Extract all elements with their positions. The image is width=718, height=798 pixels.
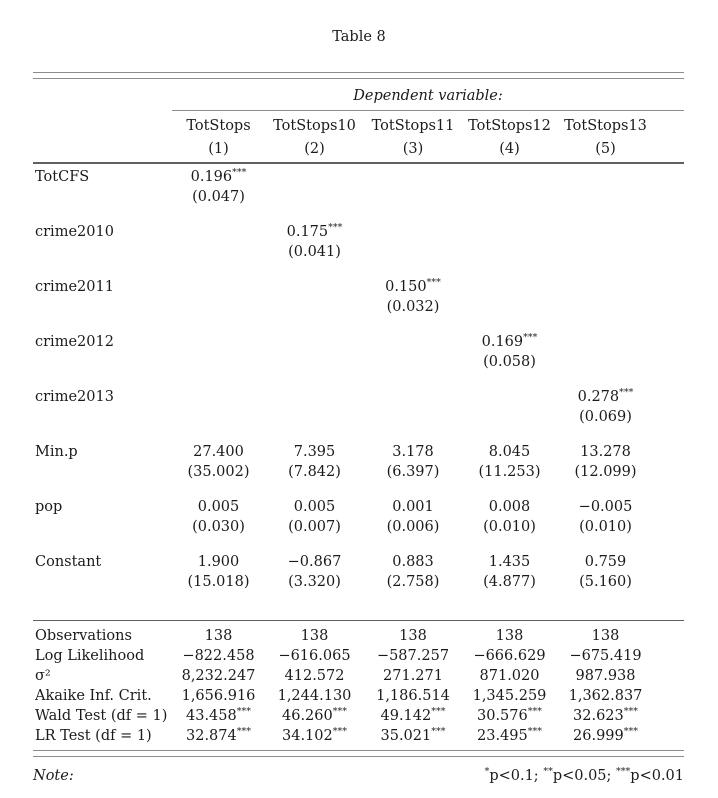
statistic-value: 35.021*** [380,726,446,744]
row-label: crime2010 [35,224,114,240]
statistic-label: Akaike Inf. Crit. [35,688,152,704]
coefficient-value: −0.005 [578,499,633,515]
column-number-row [33,136,684,163]
coefficient-value: 0.175*** [286,222,343,240]
std-error-value [265,406,364,426]
std-error-value: (0.010) [579,519,632,535]
coefficient-value [265,274,364,296]
coefficient-row [33,384,684,406]
bottom-double-rule [33,750,684,757]
coefficient-value [265,384,364,406]
statistic-value: 34.102*** [282,726,347,744]
coefficient-row [33,439,684,461]
std-error-value [364,186,462,206]
statistic-row [33,685,684,705]
std-error-value: (0.058) [483,354,536,370]
statistic-value: 23.495*** [477,726,542,744]
coefficient-row [33,329,684,351]
row-label-empty [33,571,172,591]
coefficient-value: 0.278*** [577,387,634,405]
statistic-value: 1,345.259 [472,688,547,704]
std-error-value [557,241,684,261]
row-label: crime2012 [35,334,114,350]
note-label: Note: [33,768,74,784]
coefficient-value: 7.395 [293,444,336,460]
spacer-cell [33,206,684,219]
coefficient-row [33,219,684,241]
table-title: Table 8 [332,29,386,45]
std-error-value [172,241,265,261]
std-error-value: (35.002) [187,464,250,480]
std-error-value [364,351,462,371]
statistic-row [33,705,684,725]
spacer-row [33,316,684,329]
statistic-value: 138 [265,621,364,646]
spacer-row [33,206,684,219]
coefficient-value: 0.759 [584,554,627,570]
column-number: (5) [557,136,684,163]
coefficient-value: 0.005 [197,499,240,515]
coefficient-value [557,274,684,296]
coefficient-row [33,494,684,516]
spacer-row [33,536,684,549]
row-label: crime2013 [35,389,114,405]
row-label-spacer [33,111,172,137]
column-header: TotStops [186,118,251,134]
row-label-empty [33,516,172,536]
note-row [33,767,684,785]
row-label: Min.p [35,444,78,460]
results-table [33,79,684,745]
coefficient-value: 0.169*** [481,332,538,350]
statistic-label: σ² [35,668,51,684]
statistic-row [33,645,684,665]
statistic-value: 46.260*** [282,706,347,724]
column-number: (1) [172,136,265,163]
coefficient-value [172,329,265,351]
std-error-value: (4.877) [483,574,536,590]
statistic-value: −666.629 [473,648,546,664]
coefficient-value: 1.900 [197,554,240,570]
std-error-value [172,406,265,426]
coefficient-value [462,384,557,406]
statistic-value: 412.572 [284,668,345,684]
statistic-value: −587.257 [376,648,450,664]
std-error-row [33,241,684,261]
coefficient-value [364,163,462,186]
statistic-value: 138 [172,621,265,646]
std-error-row [33,296,684,316]
std-error-value [364,241,462,261]
statistic-label: Log Likelihood [35,648,145,664]
row-label-empty [33,406,172,426]
std-error-value: (3.320) [288,574,341,590]
coefficient-value: 1.435 [488,554,531,570]
std-error-row [33,351,684,371]
coefficient-value [364,219,462,241]
top-double-rule [33,72,684,79]
coefficient-value: 27.400 [193,444,244,460]
statistic-value: 1,656.916 [181,688,256,704]
column-header: TotStops10 [273,118,356,134]
statistic-value: 32.623*** [573,706,639,724]
statistic-value: 32.874*** [186,726,251,744]
statistic-value: −675.419 [569,648,642,664]
coefficient-value [364,384,462,406]
statistic-value: −822.458 [182,648,255,664]
std-error-value [172,351,265,371]
coefficient-value: 0.883 [392,554,434,570]
coefficient-value [172,219,265,241]
spacer-cell [33,591,684,621]
coefficient-value: 8.045 [488,444,531,460]
std-error-value: (0.010) [483,519,536,535]
coefficient-value [265,163,364,186]
row-label: TotCFS [35,169,90,185]
std-error-value: (0.006) [386,519,440,535]
coefficient-value [172,274,265,296]
std-error-value: (0.041) [288,244,341,260]
std-error-value [265,351,364,371]
row-label-empty [33,351,172,371]
std-error-value: (5.160) [579,574,632,590]
spacer-cell [33,316,684,329]
std-error-value [265,296,364,316]
coefficient-value: 13.278 [580,444,631,460]
std-error-value: (0.030) [192,519,245,535]
column-header: TotStops13 [564,118,647,134]
coefficient-value: 0.008 [488,499,531,515]
coefficient-value: 3.178 [392,444,434,460]
statistic-value: 30.576*** [477,706,542,724]
spacer-cell [33,261,684,274]
std-error-row [33,516,684,536]
statistic-value: 138 [557,621,684,646]
coefficient-value [557,329,684,351]
spacer-row [33,481,684,494]
coefficient-row [33,274,684,296]
std-error-value: (0.032) [386,299,440,315]
spacer-cell [33,481,684,494]
row-label-empty [33,186,172,206]
statistic-row [33,725,684,745]
spacer-row [33,371,684,384]
coefficient-value [557,163,684,186]
coefficient-value [364,329,462,351]
coefficient-value: −0.867 [287,554,342,570]
coefficient-value: 0.005 [293,499,336,515]
statistic-row [33,665,684,685]
row-label-empty [33,241,172,261]
row-label-empty [33,296,172,316]
spacer-row [33,261,684,274]
spacer-cell [33,426,684,439]
std-error-value [462,186,557,206]
spacer-row [33,426,684,439]
std-error-value [462,406,557,426]
dependent-variable-label: Dependent variable: [172,79,684,111]
std-error-value [557,351,684,371]
coefficient-value [265,329,364,351]
coefficient-value: 0.001 [392,499,434,515]
statistic-label: LR Test (df = 1) [35,728,152,744]
std-error-value [172,296,265,316]
row-label: crime2011 [35,279,114,295]
column-header-row [33,111,684,137]
coefficient-value [462,274,557,296]
std-error-value: (0.007) [288,519,341,535]
std-error-value [557,186,684,206]
std-error-value [462,241,557,261]
statistic-value: 138 [462,621,557,646]
statistic-value: 1,244.130 [277,688,352,704]
coefficient-value: 0.150*** [385,277,441,295]
coefficient-value: 0.196*** [190,167,247,185]
statistic-row [33,621,684,646]
column-header: TotStops11 [371,118,455,134]
spacer-row [33,591,684,621]
std-error-row [33,186,684,206]
spacer-cell [33,371,684,384]
statistic-value: 43.458*** [186,706,251,724]
coefficient-value [462,163,557,186]
std-error-row [33,461,684,481]
std-error-value [364,406,462,426]
column-number: (4) [462,136,557,163]
std-error-value: (0.069) [579,409,632,425]
column-number: (3) [364,136,462,163]
std-error-value: (0.047) [192,189,245,205]
column-header: TotStops12 [468,118,551,134]
regression-table [33,72,684,785]
row-label-empty [33,461,172,481]
statistic-label: Observations [33,621,172,646]
std-error-value: (15.018) [187,574,250,590]
spacer-cell [33,536,684,549]
coefficient-row [33,163,684,186]
statistic-value: 871.020 [479,668,540,684]
statistic-value: −616.065 [278,648,351,664]
statistic-value: 8,232.247 [181,668,256,684]
dependent-variable-row [33,79,684,111]
coefficient-value [462,219,557,241]
coefficient-value [172,384,265,406]
statistic-value: 1,186.514 [376,688,450,704]
statistic-label: Wald Test (df = 1) [35,708,168,724]
std-error-row [33,571,684,591]
std-error-value: (11.253) [478,464,541,480]
column-number: (2) [265,136,364,163]
row-label: pop [35,499,63,515]
std-error-value: (6.397) [386,464,440,480]
coefficient-row [33,549,684,571]
std-error-value [265,186,364,206]
std-error-value: (7.842) [288,464,341,480]
row-label-spacer [33,136,172,163]
row-label: Constant [35,554,102,570]
std-error-value: (12.099) [574,464,637,480]
statistic-value: 138 [364,621,462,646]
std-error-value: (2.758) [386,574,440,590]
statistic-value: 1,362.837 [568,688,643,704]
std-error-row [33,406,684,426]
std-error-value [462,296,557,316]
std-error-value [557,296,684,316]
significance-legend: *p<0.1; **p<0.05; ***p<0.01 [484,766,684,784]
statistic-value: 987.938 [575,668,636,684]
statistic-value: 26.999*** [573,726,639,744]
row-label-spacer [33,79,172,111]
statistic-value: 49.142*** [380,706,446,724]
statistic-value: 271.271 [383,668,443,684]
coefficient-value [557,219,684,241]
